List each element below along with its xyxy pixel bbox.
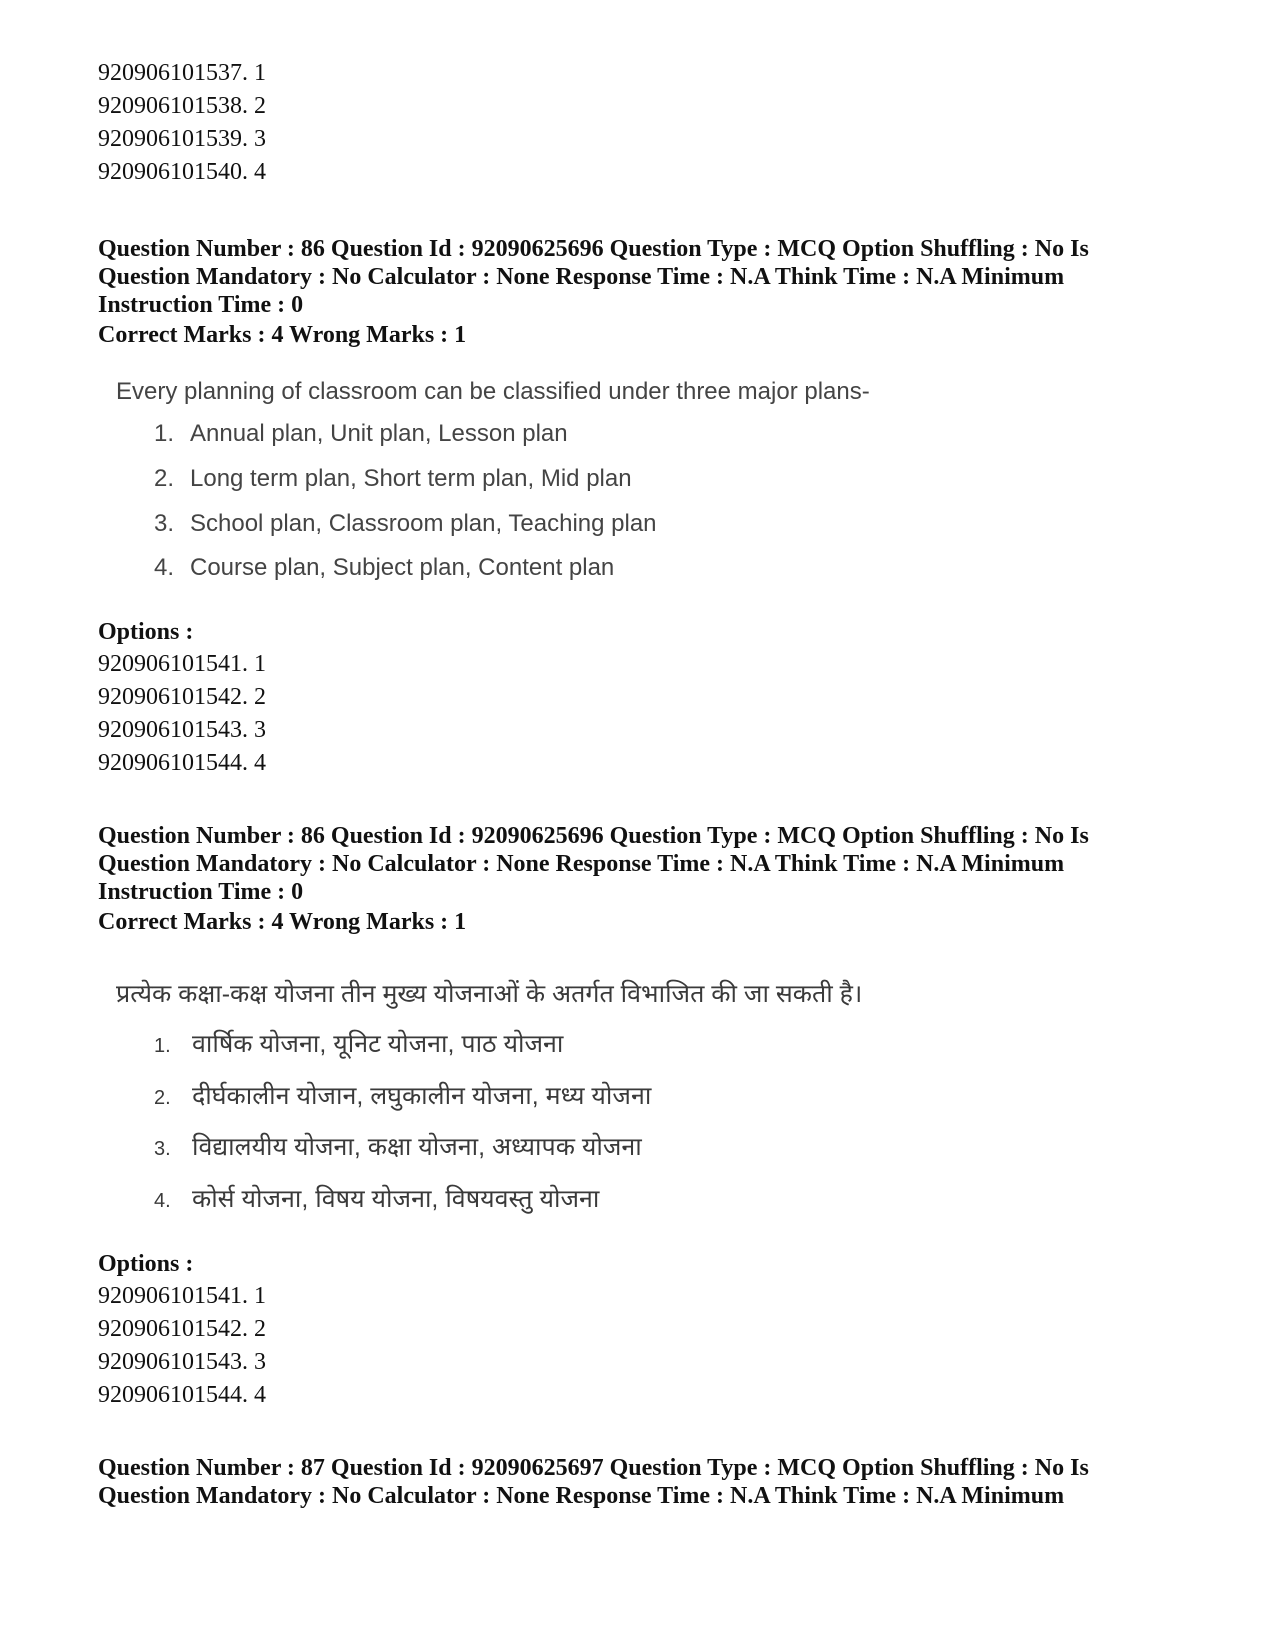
option-line: 920906101537. 1 — [98, 60, 266, 86]
option-line: 920906101539. 3 — [98, 126, 266, 152]
options-heading: Options : — [98, 619, 194, 645]
option-line: 920906101544. 4 — [98, 1382, 266, 1408]
option-line: 920906101541. 1 — [98, 651, 266, 677]
option-line: 920906101540. 4 — [98, 159, 266, 185]
question-image-hindi — [116, 976, 863, 1213]
question-choice: 3. School plan, Classroom plan, Teaching plan — [154, 510, 657, 537]
question-stem: Every planning of classroom can be classified under three major plans- — [116, 378, 870, 405]
question-meta-line: Question Mandatory : No Calculator : None Response Time : N.A Think Time : N.A Minimum — [98, 264, 1065, 290]
question-meta-line: Question Number : 87 Question Id : 92090625697 Question Type : MCQ Option Shuffling : No Is — [98, 1455, 1089, 1481]
question-choice: 2. दीर्घकालीन योजान, लघुकालीन योजना, मध्य योजना — [154, 1082, 652, 1110]
question-meta-line: Question Number : 86 Question Id : 92090625696 Question Type : MCQ Option Shuffling : No Is — [98, 823, 1089, 849]
question-stem: प्रत्येक कक्षा-कक्ष योजना तीन मुख्य योजनाओं के अतर्गत विभाजित की जा सकती है। — [116, 980, 863, 1008]
question-choice: 1. Annual plan, Unit plan, Lesson plan — [154, 420, 568, 447]
question-choice: 3. विद्यालयीय योजना, कक्षा योजना, अध्यापक योजना — [154, 1133, 642, 1161]
question-meta-line: Instruction Time : 0 — [98, 879, 304, 905]
question-meta — [98, 1454, 1178, 1510]
question-meta — [98, 822, 1178, 906]
question-meta-line: Question Number : 86 Question Id : 92090625696 Question Type : MCQ Option Shuffling : No Is — [98, 236, 1089, 262]
question-choice: 4. Course plan, Subject plan, Content plan — [154, 554, 615, 581]
option-line: 920906101538. 2 — [98, 93, 266, 119]
option-line: 920906101541. 1 — [98, 1283, 266, 1309]
option-line: 920906101544. 4 — [98, 750, 266, 776]
question-meta — [98, 235, 1178, 319]
question-meta-line: Question Mandatory : No Calculator : None Response Time : N.A Think Time : N.A Minimum — [98, 851, 1065, 877]
question-choice: 1. वार्षिक योजना, यूनिट योजना, पाठ योजना — [154, 1030, 564, 1058]
question-meta-line: Question Mandatory : No Calculator : None Response Time : N.A Think Time : N.A Minimum — [98, 1483, 1065, 1509]
question-meta-line: Instruction Time : 0 — [98, 292, 304, 318]
option-line: 920906101543. 3 — [98, 1349, 266, 1375]
option-line: 920906101543. 3 — [98, 717, 266, 743]
marks-line: Correct Marks : 4 Wrong Marks : 1 — [98, 909, 467, 935]
marks-line: Correct Marks : 4 Wrong Marks : 1 — [98, 322, 467, 348]
option-line: 920906101542. 2 — [98, 684, 266, 710]
question-choice: 2. Long term plan, Short term plan, Mid plan — [154, 465, 632, 492]
option-line: 920906101542. 2 — [98, 1316, 266, 1342]
options-heading: Options : — [98, 1251, 194, 1277]
question-choice: 4. कोर्स योजना, विषय योजना, विषयवस्तु योजना — [154, 1185, 600, 1213]
question-image-english — [116, 378, 870, 581]
